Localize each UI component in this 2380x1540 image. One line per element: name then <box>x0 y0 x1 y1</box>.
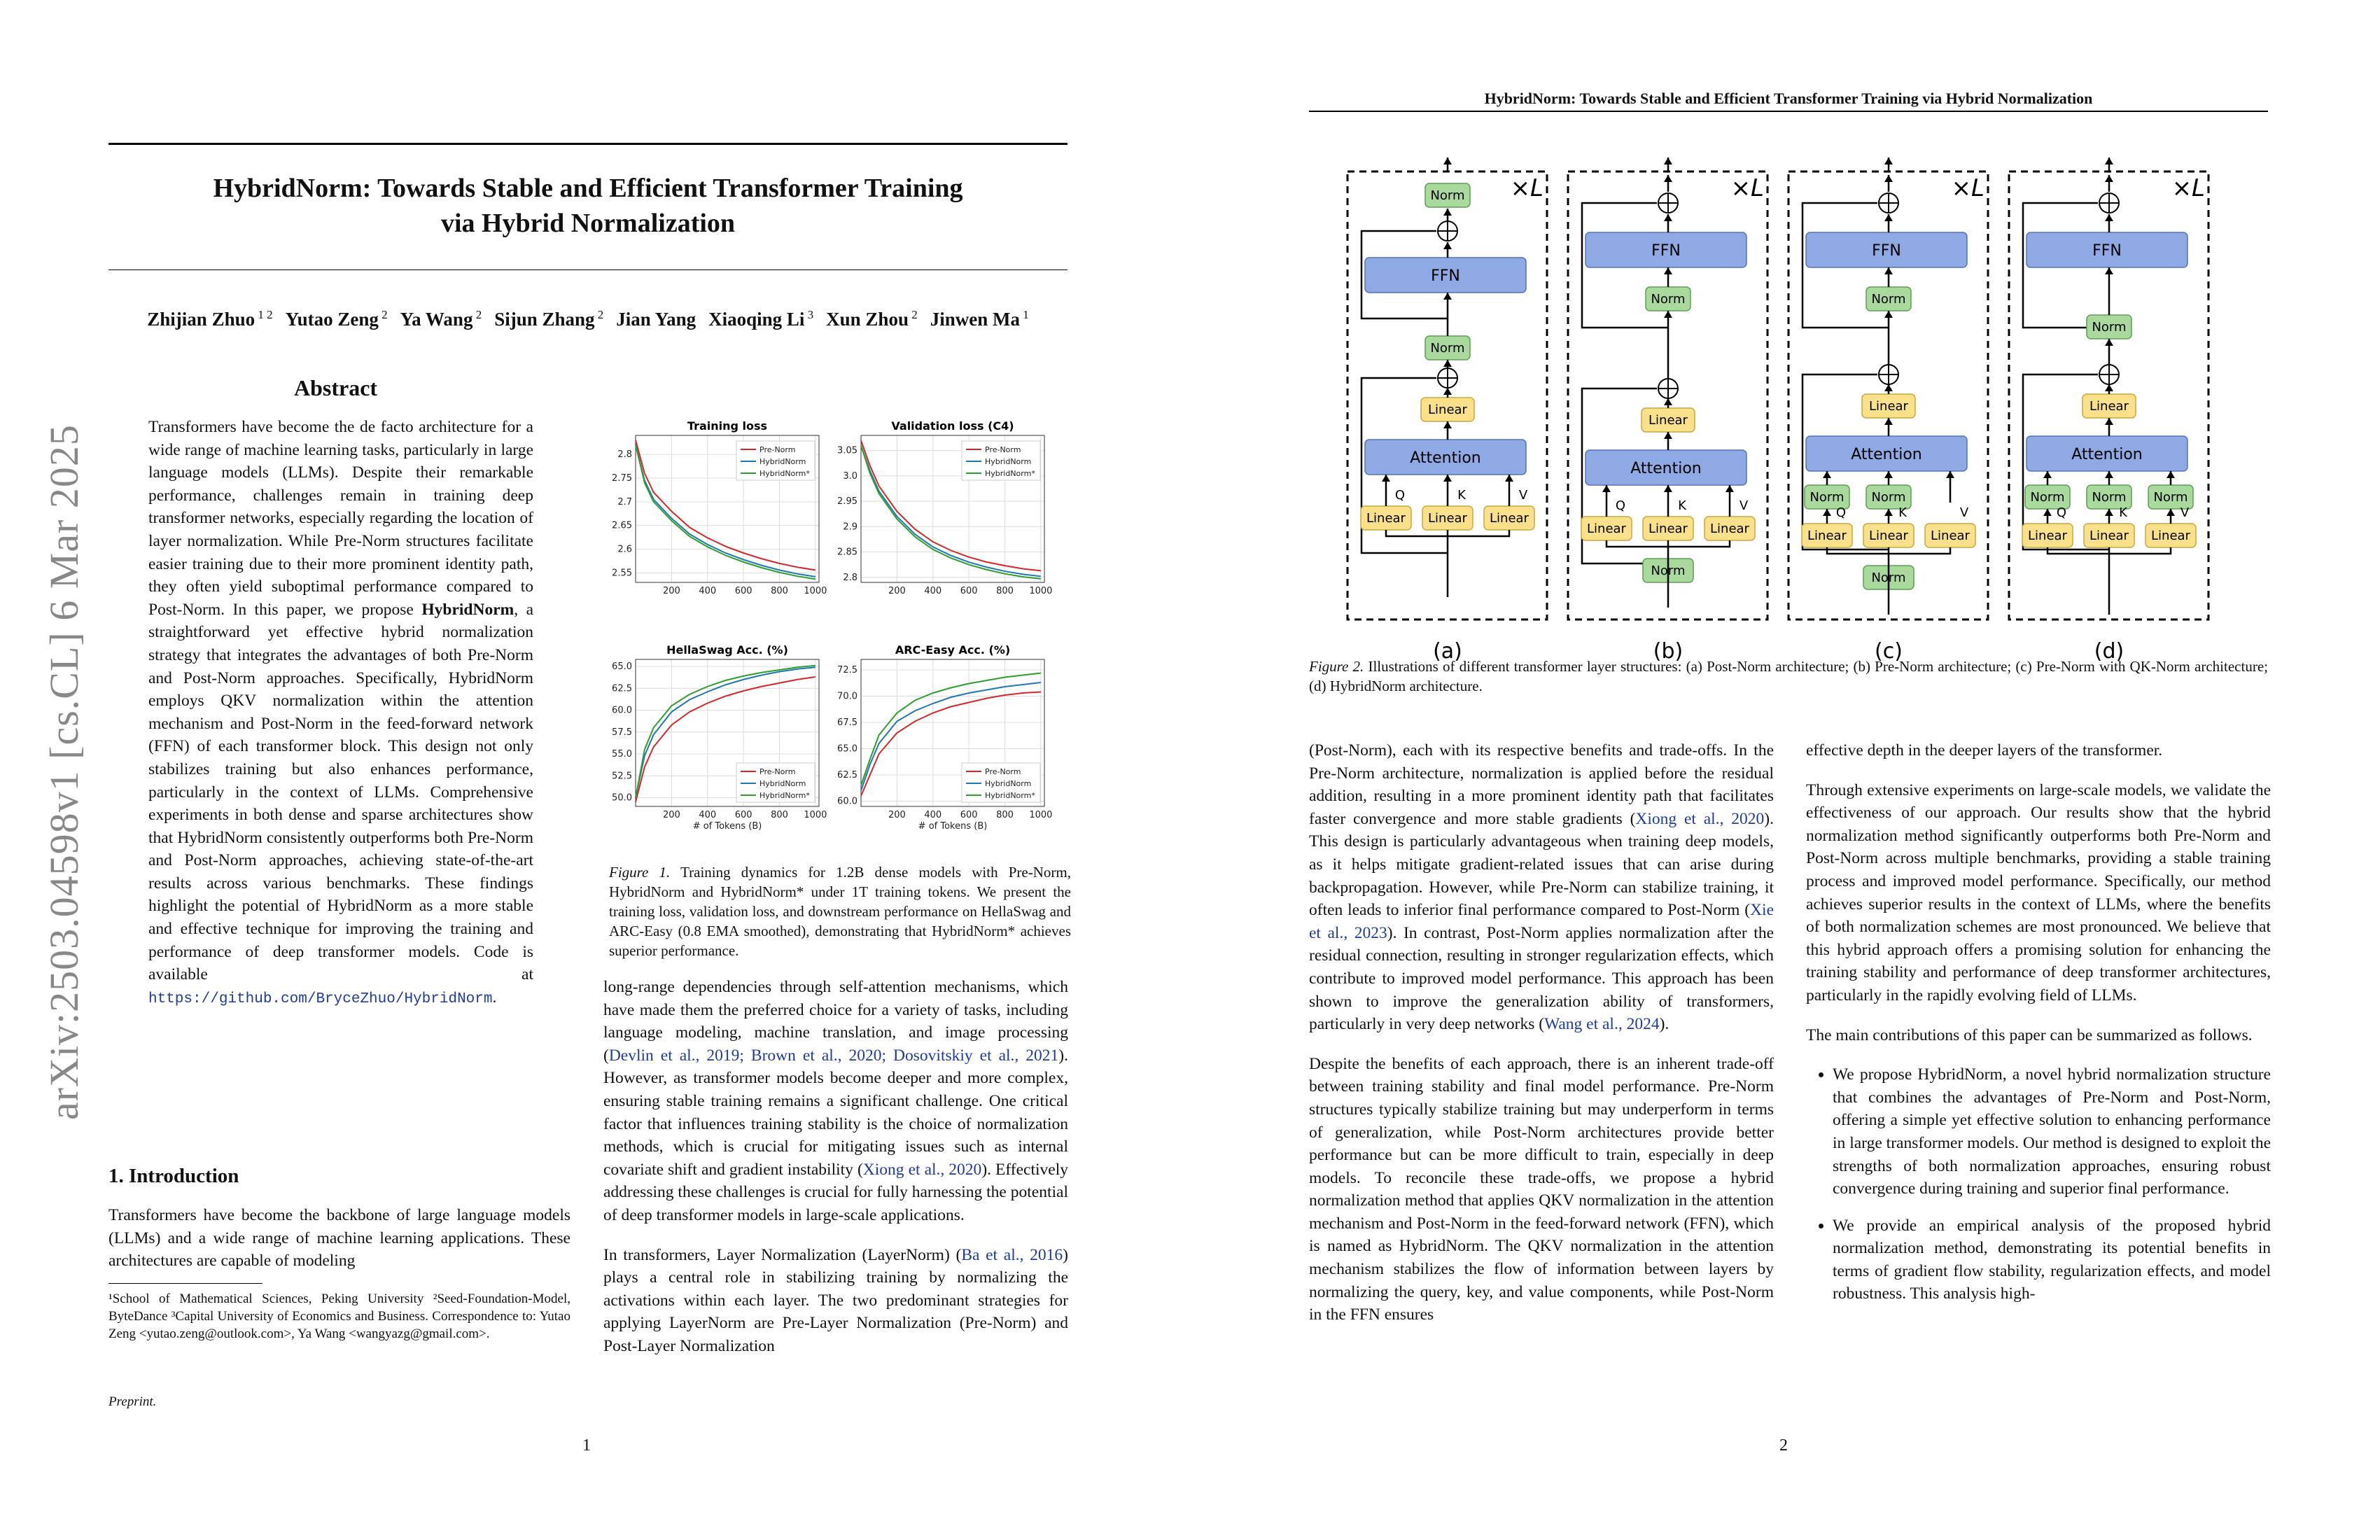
y-tick-label: 62.5 <box>837 770 858 780</box>
qkv-label: V <box>2180 505 2190 520</box>
chart-4 <box>837 643 1052 832</box>
figure-2-label: Figure 2. <box>1309 658 1364 675</box>
author-list <box>105 308 1071 330</box>
paragraph-text: ). In contrast, Post-Norm applies normalization after the residual connection, resulting in stronger regularization effects, which contribute to improved model performance. This approach has been shown to improve the generalization ability of transformers, particularly in very deep networks ( <box>1309 923 1774 1034</box>
diagram-panel <box>2009 158 2208 664</box>
lin-label: Linear <box>2028 528 2067 543</box>
diagram-panel <box>1568 158 1768 664</box>
x-tick-label: 1000 <box>804 586 827 596</box>
y-tick-label: 65.0 <box>837 743 858 755</box>
paragraph-text: In transformers, Layer Normalization (LayerNorm) ( <box>603 1245 962 1264</box>
citation-link[interactable]: Ba et al., 2016 <box>961 1245 1063 1264</box>
arrow-head <box>1823 471 1831 478</box>
preprint-note: Preprint. <box>108 1394 157 1409</box>
y-tick-label: 2.7 <box>617 496 632 507</box>
abstract-text-a: Transformers have become the de facto architecture for a wide range of machine learning tasks, particularly in large language models (LLMs). Despite their remarkable performance, challenges remain in training deep transformer networks, especially regarding the location of layer normalization. While Pre-Norm structures facilitate easier training due to their more prominent identity path, they often yield suboptimal performance compared to Post-Norm. In this paper, we propose <box>148 418 533 619</box>
list-item: • We provide an empirical analysis of the proposed hybrid normalization method, demonstrating its potential benefits in terms of gradient flow stability, regularization effects, and model robustness. This analysis high- <box>1833 1214 2271 1306</box>
legend-entry: HybridNorm <box>760 457 806 466</box>
chart-1 <box>612 419 827 596</box>
arrow-head <box>1443 158 1452 164</box>
norm-label: Norm <box>2153 490 2188 505</box>
y-tick-label: 3.05 <box>837 445 858 456</box>
repeat-label: ×L <box>2171 174 2205 202</box>
qkv-label: V <box>1959 505 1969 520</box>
x-tick-label: 1000 <box>1029 810 1053 820</box>
norm-label: Norm <box>2092 320 2127 335</box>
affiliation-mark: 3 <box>804 308 814 321</box>
lin-label: Linear <box>1710 522 1749 536</box>
panel-label: (a) <box>1433 639 1462 664</box>
x-tick-label: 400 <box>924 586 942 596</box>
lin-label: Linear <box>1869 528 1908 543</box>
page-number: 2 <box>1779 1436 1788 1455</box>
code-link[interactable]: https://github.com/BryceZhuo/HybridNorm <box>148 990 493 1007</box>
paragraph: Despite the benefits of each approach, there is an inherent trade-off between training stability and final model performance. Pre-Norm structures typically stabilize training but may underperform in terms of generalization, while Post-Norm architectures provide better performance but can be more difficult to train, especially in deep models. To reconcile these trade-offs, we propose a hybrid normalization method that applies QKV normalization in the attention mechanism and Post-Norm in the feed-forward network (FFN), which is named as HybridNorm. The QKV normalization in the attention mechanism stabilizes the flow of information between layers by normalizing the query, key, and value components, while Post-Norm in the FFN ensures <box>1309 1054 1774 1324</box>
lin-label: Linear <box>2090 528 2129 543</box>
lin-label: Linear <box>1428 402 1467 417</box>
figure-2-caption-text: Illustrations of different transformer layer structures: (a) Post-Norm architecture; (b) Pre-Norm architecture; (c) Pre-Norm with QK-Norm architecture; (d) HybridNorm architecture. <box>1309 658 2268 694</box>
chart-title: Training loss <box>687 419 768 433</box>
qkv-label: K <box>1457 488 1466 503</box>
norm-label: Norm <box>1871 490 1906 505</box>
ffn-label: FFN <box>1651 242 1681 260</box>
repeat-label: ×L <box>1951 174 1984 202</box>
lin-label: Linear <box>1807 528 1847 543</box>
norm-label: Norm <box>1430 188 1465 203</box>
x-axis-label: # of Tokens (B) <box>692 821 762 832</box>
arrow-head <box>2105 509 2113 516</box>
y-tick-label: 2.95 <box>837 496 858 507</box>
legend-entry: Pre-Norm <box>985 445 1021 454</box>
author: Yutao Zeng $^2$ <box>285 308 388 330</box>
affiliation-footnote: ¹School of Mathematical Sciences, Peking University ²Seed-Foundation-Model, ByteDance ³Capital University of Economics and Business. Correspondence to: Yutao Zeng <yutao.zeng@outlook.com>, Ya Wang <wangyazg@gmail.com>. <box>108 1292 570 1341</box>
arrow-head <box>1443 360 1452 367</box>
arrow-head <box>1664 175 1672 182</box>
y-tick-label: 52.5 <box>612 771 632 782</box>
legend-entry: HybridNorm* <box>760 469 810 478</box>
qkv-label: V <box>1518 488 1528 503</box>
affiliation-mark: 1 <box>1019 308 1029 321</box>
intro-heading: 1. Introduction <box>108 1165 239 1187</box>
figure-1-charts <box>595 413 1064 847</box>
arrow-head <box>2166 509 2175 516</box>
x-axis-label: # of Tokens (B) <box>918 821 988 832</box>
paragraph-text: ) plays a central role in stabilizing training by normalizing the activations within each layer. The two predominant strategies for applying LayerNorm are Pre-Layer Normalization (Pre-Norm) and Post-Layer Normalization <box>603 1245 1068 1355</box>
y-tick-label: 2.6 <box>617 544 632 555</box>
arrow-head <box>1664 158 1672 164</box>
panel-label: (d) <box>2094 639 2124 664</box>
diagram-panel <box>1788 158 1988 664</box>
norm-label: Norm <box>1871 570 1906 585</box>
citation-link[interactable]: Xiong et al., 2020 <box>862 1160 982 1179</box>
arrow-head <box>1884 311 1893 318</box>
att-label: Attention <box>1630 460 1702 477</box>
arrow-head <box>1443 388 1452 395</box>
author: Ya Wang $^2$ <box>400 308 482 330</box>
author: Xun Zhou $^2$ <box>826 308 918 330</box>
arxiv-stamp: arXiv:2503.04598v1 [cs.CL] 6 Mar 2025 <box>41 424 87 1120</box>
panel-label: (b) <box>1653 639 1684 664</box>
y-tick-label: 55.0 <box>612 749 632 760</box>
paper-title <box>105 171 1071 241</box>
legend-entry: Pre-Norm <box>760 767 796 776</box>
author: Jinwen Ma $^1$ <box>930 308 1029 330</box>
arrow-head <box>1664 214 1672 221</box>
norm-label: Norm <box>2030 490 2065 505</box>
x-tick-label: 600 <box>960 586 978 596</box>
abstract-method-name: HybridNorm <box>421 600 514 619</box>
ffn-label: FFN <box>1872 242 1901 260</box>
arrow-head <box>2105 267 2113 274</box>
y-tick-label: 62.5 <box>612 683 632 694</box>
author: Zhijian Zhuo $^{1 2}$ <box>147 308 273 330</box>
arrow-head <box>1382 475 1390 482</box>
arrow-head <box>1664 398 1672 405</box>
arrow-head <box>2105 214 2113 221</box>
contribution-list <box>1806 1063 2271 1306</box>
x-tick-label: 400 <box>699 586 717 596</box>
chart-2 <box>837 419 1052 596</box>
arrow-head <box>2105 339 2113 346</box>
affiliation-mark: 1 2 <box>255 308 273 321</box>
chart-title: Validation loss (C4) <box>891 419 1014 433</box>
affiliation-mark: 2 <box>908 308 918 321</box>
panel-label: (c) <box>1875 639 1903 664</box>
arrow-head <box>2043 509 2052 516</box>
figure-1-caption-text: Training dynamics for 1.2B dense models with Pre-Norm, HybridNorm and HybridNorm* under 1T training tokens. We present the training loss, validation loss, and downstream performance on HellaSwag and ARC-Easy (0.8 EMA smoothed), demonstrating that HybridNorm* achieves superior performance. <box>609 864 1071 959</box>
legend-entry: HybridNorm <box>985 457 1032 466</box>
x-tick-label: 400 <box>699 810 717 820</box>
chart-title: ARC-Easy Acc. (%) <box>895 643 1011 657</box>
lin-label: Linear <box>1428 511 1467 526</box>
paragraph-text: ). This design is particularly advantageous when training deep models, as it helps mitigate gradient-related issues that can arise during backpropagation. However, while Pre-Norm can stabilize training, it often leads to inferior final performance compared to Post-Norm ( <box>1309 809 1774 920</box>
y-tick-label: 72.5 <box>837 665 858 676</box>
figure-1-caption <box>609 862 1071 960</box>
qkv-label: Q <box>1835 505 1847 520</box>
qkv-label: V <box>1739 498 1749 513</box>
norm-label: Norm <box>1809 490 1844 505</box>
ffn-label: FFN <box>1431 267 1460 285</box>
paragraph-text: ). However, as transformer models become deeper and more complex, ensuring stable training remains a significant challenge. One critical factor that influences training stability is the choice of normalization methods, which is crucial for mitigating issues such as internal covariate shift and gradient instability ( <box>603 1046 1068 1179</box>
title-line-2: via Hybrid Normalization <box>440 209 736 238</box>
x-tick-label: 200 <box>888 586 906 596</box>
abstract-body: Transformers have become the de facto architecture for a wide range of machine learning tasks, particularly in large language models (LLMs). Despite their remarkable performance, challenges remain in training deep transformer networks, especially regarding the location of layer normalization. While Pre-Norm structures facilitate easier training due to their more prominent identity path, they often yield suboptimal performance compared to Post-Norm. In this paper, we propose HybridNorm, a straightforward yet effective hybrid normalization strategy that integrates the advantages of both Pre-Norm and Post-Norm approaches. Specifically, HybridNorm employs QKV normalization within the attention mechanism and Post-Norm in the feed-forward network (FFN) of each transformer block. This design not only stabilizes training but also enhances performance, particularly in the context of LLMs. Comprehensive experiments in both dense and sparse architectures show that HybridNorm consistently outperforms both Pre-Norm and Post-Norm approaches, achieving state-of-the-art results across various benchmarks. These findings highlight the potential of HybridNorm as a more stable and effective technique for improving the training and performance of deep transformer models. Code is available at https://github.com/BryceZhuo/HybridNorm. <box>148 418 534 1007</box>
paragraph <box>1309 739 1774 1036</box>
arrow-head <box>1443 475 1452 482</box>
x-tick-label: 1000 <box>804 810 827 820</box>
y-tick-label: 70.0 <box>837 691 858 702</box>
lin-label: Linear <box>1587 522 1626 536</box>
arrow-head <box>1884 509 1893 516</box>
arrow-head <box>2043 471 2052 478</box>
x-tick-label: 600 <box>960 810 978 820</box>
att-label: Attention <box>2071 446 2143 463</box>
lin-label: Linear <box>2151 528 2190 543</box>
lin-label: Linear <box>1931 528 1970 543</box>
arrow-head <box>1884 384 1893 391</box>
arrow-head <box>2105 418 2113 425</box>
running-head: HybridNorm: Towards Stable and Efficient Transformer Training via Hybrid Normalization <box>1484 90 2093 107</box>
qkv-label: Q <box>2056 505 2067 520</box>
y-tick-label: 67.5 <box>837 718 858 728</box>
lin-label: Linear <box>1490 511 1529 526</box>
running-head-rule <box>1309 111 2268 112</box>
x-tick-label: 800 <box>996 810 1014 820</box>
arrow-head <box>1823 509 1831 516</box>
y-tick-label: 50.0 <box>612 792 632 804</box>
page2-right-column <box>1806 739 2271 1320</box>
arrow-head <box>2105 384 2113 391</box>
chart-title: HellaSwag Acc. (%) <box>666 643 788 657</box>
lin-label: Linear <box>1366 511 1406 526</box>
paragraph-text: long-range dependencies through self-attention mechanisms, which have made them the preferred choice for a variety of tasks, including language modeling, machine translation, and image processing ( <box>603 978 1068 1065</box>
arrow-head <box>1443 293 1452 300</box>
citation-link[interactable]: Xie et al., 2023 <box>1309 901 1774 942</box>
qkv-label: Q <box>1615 498 1626 513</box>
paragraph-text: ). <box>1659 1015 1670 1034</box>
x-tick-label: 200 <box>888 810 906 820</box>
norm-label: Norm <box>1430 341 1465 356</box>
norm-label: Norm <box>1651 292 1686 307</box>
y-tick-label: 2.55 <box>612 568 632 579</box>
arrow-head <box>1443 421 1452 428</box>
paragraph <box>603 1244 1068 1358</box>
legend-entry: HybridNorm* <box>985 791 1035 800</box>
arrow-head <box>1505 475 1513 482</box>
x-tick-label: 600 <box>734 586 752 596</box>
arrow-head <box>2105 158 2113 164</box>
figure-2-caption <box>1309 657 2268 696</box>
arrow-head <box>2166 471 2175 478</box>
repeat-label: ×L <box>1510 174 1544 202</box>
legend-entry: HybridNorm* <box>760 791 810 800</box>
title-rule-top <box>108 143 1068 145</box>
ffn-label: FFN <box>2092 242 2122 260</box>
figure-1-label: Figure 1. <box>609 864 671 881</box>
arrow-head <box>1884 158 1893 164</box>
arrow-head <box>1884 175 1893 182</box>
arrow-head <box>1884 471 1893 478</box>
y-tick-label: 60.0 <box>837 796 858 807</box>
y-tick-label: 3.0 <box>843 470 858 482</box>
x-tick-label: 800 <box>771 586 788 596</box>
legend-entry: HybridNorm* <box>985 469 1035 478</box>
title-line-1: HybridNorm: Towards Stable and Efficient Transformer Training <box>213 174 963 203</box>
lin-label: Linear <box>1869 399 1908 414</box>
citation-link[interactable]: Xiong et al., 2020 <box>1635 809 1765 828</box>
x-tick-label: 400 <box>924 810 942 820</box>
qkv-label: K <box>1898 505 1907 520</box>
abstract-heading: Abstract <box>294 375 378 400</box>
affiliation-mark: 2 <box>378 308 388 321</box>
norm-label: Norm <box>1651 564 1686 578</box>
y-tick-label: 2.85 <box>837 547 858 558</box>
x-tick-label: 600 <box>734 810 752 820</box>
figure-2-diagram <box>1344 147 2233 665</box>
arrow-head <box>1443 209 1452 216</box>
x-tick-label: 800 <box>771 810 788 820</box>
norm-label: Norm <box>2092 490 2127 505</box>
author: Jian Yang <box>616 309 696 330</box>
arrow-head <box>1664 432 1672 439</box>
author: Xiaoqing Li $^3$ <box>708 308 814 330</box>
page1-right-column <box>603 976 1068 1375</box>
intro-text: Transformers have become the backbone of large language models (LLMs) and a wide range of machine learning applications. These architectures are capable of modeling <box>108 1206 570 1270</box>
page-number: 1 <box>582 1436 591 1455</box>
arrow-head <box>2105 175 2113 182</box>
footnote-rule <box>108 1283 262 1284</box>
arrow-head <box>1443 242 1452 249</box>
paragraph <box>603 976 1068 1227</box>
y-tick-label: 2.8 <box>843 572 858 583</box>
x-tick-label: 1000 <box>1029 586 1053 596</box>
arrow-head <box>1726 485 1734 492</box>
arrow-head <box>1602 485 1611 492</box>
y-tick-label: 57.5 <box>612 727 632 738</box>
paragraph: The main contributions of this paper can be summarized as follows. <box>1806 1026 2253 1044</box>
lin-label: Linear <box>1648 413 1688 428</box>
arrow-head <box>1664 485 1672 492</box>
repeat-label: ×L <box>1730 174 1764 202</box>
arrow-head <box>1884 267 1893 274</box>
paragraph: effective depth in the deeper layers of the transformer. <box>1806 741 2163 760</box>
paragraph-text: ). Effectively addressing these challenges is crucial for fully harnessing the potential of deep transformer models in large-scale applications. <box>603 1160 1069 1224</box>
y-tick-label: 2.9 <box>843 522 858 533</box>
diagram-panel <box>1348 158 1547 664</box>
author: Sijun Zhang $^2$ <box>494 308 604 330</box>
paragraph-text: (Post-Norm), each with its respective benefits and trade-offs. In the Pre-Norm architecture, normalization is applied before the residual addition, resulting in a more prominent identity path that facilitates faster convergence and more stable gradients ( <box>1309 741 1774 828</box>
qkv-label: K <box>2119 505 2127 520</box>
abstract-text-b: , a straightforward yet effective hybrid normalization strategy that integrates the advantages of both Pre-Norm and Post-Norm approaches. Specifically, HybridNorm employs QKV normalization within the attention mechanism and Post-Norm in the feed-forward network (FFN) of each transformer block. This design not only stabilizes training but also enhances performance, particularly in the context of LLMs. Comprehensive experiments in both dense and sparse architectures show that HybridNorm consistently outperforms both Pre-Norm and Post-Norm approaches, achieving state-of-the-art results across various benchmarks. These findings highlight the potential of HybridNorm as a more stable and effective technique for improving the training and performance of deep transformer models. Code is available at <box>148 600 534 984</box>
chart-3 <box>612 643 827 832</box>
affiliation-mark: 2 <box>594 308 604 321</box>
lin-label: Linear <box>2090 399 2129 414</box>
norm-label: Norm <box>1871 292 1906 307</box>
y-tick-label: 65.0 <box>612 662 632 672</box>
legend-entry: Pre-Norm <box>985 767 1021 776</box>
x-tick-label: 800 <box>996 586 1014 596</box>
legend-entry: HybridNorm <box>760 779 806 788</box>
citation-link[interactable]: Devlin et al., 2019; Brown et al., 2020; Dosovitskiy et al., 2021 <box>608 1046 1059 1065</box>
citation-link[interactable]: Wang et al., 2024 <box>1544 1015 1660 1034</box>
att-label: Attention <box>1851 446 1922 463</box>
att-label: Attention <box>1410 449 1481 467</box>
y-tick-label: 60.0 <box>612 705 632 716</box>
qkv-label: Q <box>1394 488 1406 503</box>
affiliation-mark: 2 <box>472 308 482 321</box>
qkv-label: K <box>1678 498 1686 513</box>
paragraph: Through extensive experiments on large-scale models, we validate the effectiveness of our approach. Our results show that the hybrid normalization method significantly outperforms both Pre-Norm and Post-Norm across multiple benchmarks, providing a stable training process and improved model performance. Specifically, our method achieves superior results in the context of LLMs, where the benefits of both normalization schemes are most pronounced. We believe that this hybrid approach offers a promising solution for enhancing the training stability and performance of deep transformer architectures, particularly in the rapidly evolving field of LLMs. <box>1806 780 2271 1004</box>
arrow-head <box>1946 471 1954 478</box>
lin-label: Linear <box>1648 522 1688 536</box>
page2-left-column <box>1309 739 1774 1343</box>
legend-entry: HybridNorm <box>985 779 1032 788</box>
arrow-head <box>1664 311 1672 318</box>
arrow-head <box>1664 267 1672 274</box>
legend-entry: Pre-Norm <box>760 445 796 454</box>
list-item: • We propose HybridNorm, a novel hybrid normalization structure that combines the advantages of Pre-Norm and Post-Norm, offering a simple yet effective solution to enhancing performance in large transformer models. Our method is designed to exploit the strengths of both normalization approaches, ensuring robust convergence during training and superior final performance. <box>1833 1063 2271 1200</box>
y-tick-label: 2.65 <box>612 520 632 531</box>
y-tick-label: 2.8 <box>617 449 632 461</box>
x-tick-label: 200 <box>662 586 680 596</box>
page-2 <box>1190 0 2380 1540</box>
x-tick-label: 200 <box>662 810 680 820</box>
arrow-head <box>1884 418 1893 425</box>
y-tick-label: 2.75 <box>612 472 632 484</box>
arrow-head <box>1884 214 1893 221</box>
arrow-head <box>2105 471 2113 478</box>
